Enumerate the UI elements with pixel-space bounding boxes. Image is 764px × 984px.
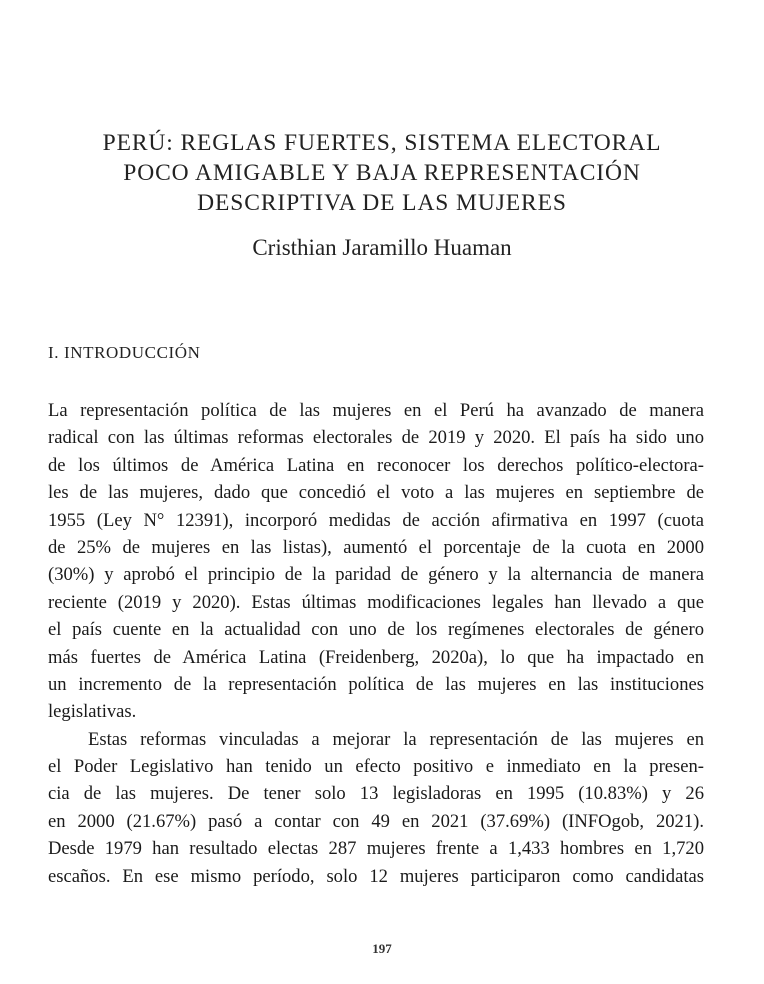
paragraph-line: en 2000 (21.67%) pasó a contar con 49 en 2021 (37.69%) (INFOgob, 2021). bbox=[48, 810, 704, 832]
paragraph-line: el país cuente en la actualidad con uno de los regímenes electorales de género bbox=[48, 619, 704, 641]
section-heading: I. INTRODUCCIÓN bbox=[48, 343, 201, 362]
title-line-3: DESCRIPTIVA DE LAS MUJERES bbox=[197, 190, 567, 216]
paragraph-line: 1955 (Ley N° 12391), incorporó medidas de acción afirmativa en 1997 (cuota bbox=[48, 509, 704, 531]
paragraph-line: reciente (2019 y 2020). Estas últimas modificaciones legales han llevado a que bbox=[48, 591, 704, 613]
chapter-title bbox=[60, 128, 704, 262]
body-text bbox=[48, 397, 704, 890]
paragraph-line: cia de las mujeres. De tener solo 13 legisladoras en 1995 (10.83%) y 26 bbox=[48, 783, 704, 805]
paragraph-line: más fuertes de América Latina (Freidenberg, 2020a), lo que ha impactado en bbox=[48, 646, 704, 668]
paragraph-line: escaños. En ese mismo período, solo 12 mujeres participaron como candidatas bbox=[48, 865, 704, 887]
paragraph-line: legislativas. bbox=[48, 701, 137, 723]
paragraph-line: Desde 1979 han resultado electas 287 mujeres frente a 1,433 hombres en 1,720 bbox=[48, 838, 704, 860]
paragraph-line: el Poder Legislativo han tenido un efecto positivo e inmediato en la presen- bbox=[48, 756, 704, 778]
paragraph-line: de los últimos de América Latina en reconocer los derechos político-electora- bbox=[48, 454, 704, 476]
paragraph-2 bbox=[48, 726, 704, 890]
paragraph-line: de 25% de mujeres en las listas), aumentó el porcentaje de la cuota en 2000 bbox=[48, 536, 704, 558]
page-number: 197 bbox=[372, 941, 392, 956]
paragraph-1 bbox=[48, 397, 704, 726]
paragraph-line: La representación política de las mujeres en el Perú ha avanzado de manera bbox=[48, 400, 704, 421]
paragraph-line: les de las mujeres, dado que concedió el voto a las mujeres en septiembre de bbox=[48, 482, 704, 504]
paragraph-line: Estas reformas vinculadas a mejorar la representación de las mujeres en bbox=[88, 728, 704, 750]
paragraph-line: (30%) y aprobó el principio de la paridad de género y la alternancia de manera bbox=[48, 564, 704, 586]
paragraph-line: radical con las últimas reformas electorales de 2019 y 2020. El país ha sido uno bbox=[48, 427, 704, 449]
title-line-2: POCO AMIGABLE Y BAJA REPRESENTACIÓN bbox=[123, 160, 641, 186]
paragraph-line: un incremento de la representación política de las mujeres en las instituciones bbox=[48, 673, 704, 695]
title-line-1: PERÚ: REGLAS FUERTES, SISTEMA ELECTORAL bbox=[102, 130, 662, 156]
author-name: Cristhian Jaramillo Huaman bbox=[252, 235, 512, 260]
